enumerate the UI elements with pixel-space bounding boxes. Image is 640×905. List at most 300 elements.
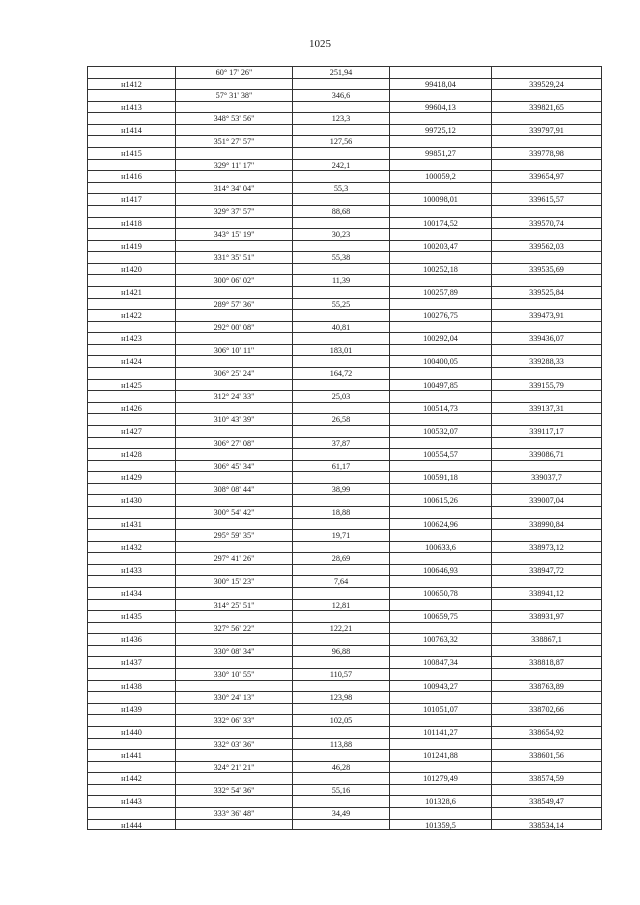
direction-angle-cell bbox=[175, 147, 292, 159]
table-row bbox=[87, 112, 602, 124]
distance-cell bbox=[292, 819, 389, 831]
x-coordinate-cell bbox=[389, 228, 491, 240]
distance-cell bbox=[292, 633, 389, 645]
x-coordinate-cell: 100532,07 bbox=[389, 425, 491, 437]
point-cell bbox=[87, 738, 175, 750]
distance-cell bbox=[292, 494, 389, 506]
point-cell: н1428 bbox=[87, 448, 175, 460]
x-coordinate-cell: 101328,6 bbox=[389, 795, 491, 807]
x-coordinate-cell: 100763,32 bbox=[389, 633, 491, 645]
x-coordinate-cell bbox=[389, 367, 491, 379]
direction-angle-cell bbox=[175, 101, 292, 113]
distance-cell bbox=[292, 518, 389, 530]
direction-angle-cell: 330° 10' 55" bbox=[175, 668, 292, 680]
direction-angle-cell bbox=[175, 78, 292, 90]
table-row bbox=[87, 228, 602, 240]
distance-cell bbox=[292, 355, 389, 367]
x-coordinate-cell bbox=[389, 483, 491, 495]
direction-angle-cell: 297° 41' 26" bbox=[175, 552, 292, 564]
y-coordinate-cell: 338867,1 bbox=[491, 633, 602, 645]
x-coordinate-cell bbox=[389, 390, 491, 402]
table-row bbox=[87, 286, 602, 298]
distance-cell bbox=[292, 217, 389, 229]
direction-angle-cell: 60° 17' 26" bbox=[175, 66, 292, 78]
y-coordinate-cell bbox=[491, 182, 602, 194]
direction-angle-cell bbox=[175, 124, 292, 136]
distance-cell: 102,05 bbox=[292, 714, 389, 726]
point-cell bbox=[87, 251, 175, 263]
x-coordinate-cell: 100659,75 bbox=[389, 610, 491, 622]
x-coordinate-cell bbox=[389, 738, 491, 750]
x-coordinate-cell: 100646,93 bbox=[389, 564, 491, 576]
direction-angle-cell bbox=[175, 795, 292, 807]
point-cell bbox=[87, 668, 175, 680]
x-coordinate-cell: 100098,01 bbox=[389, 193, 491, 205]
table-row bbox=[87, 193, 602, 205]
distance-cell: 30,23 bbox=[292, 228, 389, 240]
direction-angle-cell: 324° 21' 21" bbox=[175, 761, 292, 773]
direction-angle-cell bbox=[175, 633, 292, 645]
distance-cell: 251,94 bbox=[292, 66, 389, 78]
table-row bbox=[87, 367, 602, 379]
point-cell bbox=[87, 390, 175, 402]
direction-angle-cell: 292° 00' 08" bbox=[175, 321, 292, 333]
direction-angle-cell bbox=[175, 286, 292, 298]
table-row bbox=[87, 240, 602, 252]
point-cell bbox=[87, 66, 175, 78]
direction-angle-cell: 351° 27' 57" bbox=[175, 135, 292, 147]
x-coordinate-cell: 101359,5 bbox=[389, 819, 491, 831]
x-coordinate-cell: 101241,88 bbox=[389, 749, 491, 761]
table-row bbox=[87, 784, 602, 796]
point-cell: н1412 bbox=[87, 78, 175, 90]
point-cell bbox=[87, 367, 175, 379]
table-row bbox=[87, 575, 602, 587]
point-cell: н1439 bbox=[87, 703, 175, 715]
y-coordinate-cell bbox=[491, 622, 602, 634]
direction-angle-cell bbox=[175, 448, 292, 460]
x-coordinate-cell bbox=[389, 112, 491, 124]
distance-cell bbox=[292, 680, 389, 692]
distance-cell: 122,21 bbox=[292, 622, 389, 634]
direction-angle-cell: 348° 53' 56" bbox=[175, 112, 292, 124]
table-row bbox=[87, 772, 602, 784]
direction-angle-cell bbox=[175, 610, 292, 622]
distance-cell: 55,38 bbox=[292, 251, 389, 263]
point-cell: н1440 bbox=[87, 726, 175, 738]
direction-angle-cell: 329° 37' 57" bbox=[175, 205, 292, 217]
direction-angle-cell: 329° 11' 17" bbox=[175, 159, 292, 171]
distance-cell bbox=[292, 78, 389, 90]
point-cell bbox=[87, 599, 175, 611]
direction-angle-cell: 306° 10' 11" bbox=[175, 344, 292, 356]
point-cell: н1424 bbox=[87, 355, 175, 367]
x-coordinate-cell bbox=[389, 159, 491, 171]
point-cell bbox=[87, 460, 175, 472]
direction-angle-cell bbox=[175, 494, 292, 506]
x-coordinate-cell: 100554,57 bbox=[389, 448, 491, 460]
direction-angle-cell: 300° 15' 23" bbox=[175, 575, 292, 587]
y-coordinate-cell bbox=[491, 298, 602, 310]
x-coordinate-cell bbox=[389, 205, 491, 217]
point-cell bbox=[87, 807, 175, 819]
point-cell: н1414 bbox=[87, 124, 175, 136]
x-coordinate-cell bbox=[389, 784, 491, 796]
x-coordinate-cell bbox=[389, 622, 491, 634]
x-coordinate-cell: 100633,6 bbox=[389, 541, 491, 553]
point-cell: н1442 bbox=[87, 772, 175, 784]
y-coordinate-cell: 338702,66 bbox=[491, 703, 602, 715]
table-row bbox=[87, 668, 602, 680]
table-row bbox=[87, 124, 602, 136]
point-cell: н1422 bbox=[87, 309, 175, 321]
table-row bbox=[87, 355, 602, 367]
distance-cell bbox=[292, 610, 389, 622]
point-cell: н1431 bbox=[87, 518, 175, 530]
point-cell: н1413 bbox=[87, 101, 175, 113]
y-coordinate-cell: 339570,74 bbox=[491, 217, 602, 229]
point-cell bbox=[87, 645, 175, 657]
direction-angle-cell bbox=[175, 309, 292, 321]
y-coordinate-cell bbox=[491, 66, 602, 78]
y-coordinate-cell: 338654,92 bbox=[491, 726, 602, 738]
distance-cell: 26,58 bbox=[292, 413, 389, 425]
y-coordinate-cell bbox=[491, 668, 602, 680]
x-coordinate-cell: 100943,27 bbox=[389, 680, 491, 692]
y-coordinate-cell: 338549,47 bbox=[491, 795, 602, 807]
direction-angle-cell bbox=[175, 703, 292, 715]
point-cell bbox=[87, 622, 175, 634]
point-cell: н1444 bbox=[87, 819, 175, 831]
direction-angle-cell bbox=[175, 819, 292, 831]
point-cell: н1418 bbox=[87, 217, 175, 229]
x-coordinate-cell: 100624,96 bbox=[389, 518, 491, 530]
direction-angle-cell bbox=[175, 379, 292, 391]
y-coordinate-cell bbox=[491, 344, 602, 356]
direction-angle-cell bbox=[175, 263, 292, 275]
y-coordinate-cell bbox=[491, 112, 602, 124]
y-coordinate-cell bbox=[491, 135, 602, 147]
y-coordinate-cell: 339086,71 bbox=[491, 448, 602, 460]
direction-angle-cell: 300° 06' 02" bbox=[175, 274, 292, 286]
distance-cell: 55,3 bbox=[292, 182, 389, 194]
direction-angle-cell bbox=[175, 726, 292, 738]
point-cell: н1419 bbox=[87, 240, 175, 252]
distance-cell: 123,98 bbox=[292, 691, 389, 703]
x-coordinate-cell bbox=[389, 437, 491, 449]
point-cell: н1417 bbox=[87, 193, 175, 205]
x-coordinate-cell: 100650,78 bbox=[389, 587, 491, 599]
distance-cell: 40,81 bbox=[292, 321, 389, 333]
y-coordinate-cell bbox=[491, 738, 602, 750]
x-coordinate-cell bbox=[389, 89, 491, 101]
point-cell bbox=[87, 784, 175, 796]
y-coordinate-cell: 339525,84 bbox=[491, 286, 602, 298]
distance-cell: 18,88 bbox=[292, 506, 389, 518]
point-cell bbox=[87, 228, 175, 240]
direction-angle-cell bbox=[175, 541, 292, 553]
y-coordinate-cell: 339155,79 bbox=[491, 379, 602, 391]
x-coordinate-cell: 99604,13 bbox=[389, 101, 491, 113]
point-cell bbox=[87, 761, 175, 773]
direction-angle-cell bbox=[175, 217, 292, 229]
point-cell: н1433 bbox=[87, 564, 175, 576]
distance-cell bbox=[292, 240, 389, 252]
survey-coordinates-table bbox=[87, 66, 602, 830]
y-coordinate-cell: 339797,91 bbox=[491, 124, 602, 136]
point-cell: н1435 bbox=[87, 610, 175, 622]
table-row bbox=[87, 379, 602, 391]
y-coordinate-cell bbox=[491, 807, 602, 819]
x-coordinate-cell bbox=[389, 66, 491, 78]
distance-cell: 12,81 bbox=[292, 599, 389, 611]
y-coordinate-cell: 338818,87 bbox=[491, 656, 602, 668]
direction-angle-cell bbox=[175, 193, 292, 205]
y-coordinate-cell: 339117,17 bbox=[491, 425, 602, 437]
distance-cell bbox=[292, 379, 389, 391]
x-coordinate-cell: 101051,07 bbox=[389, 703, 491, 715]
table-row bbox=[87, 217, 602, 229]
point-cell bbox=[87, 344, 175, 356]
table-row bbox=[87, 795, 602, 807]
distance-cell bbox=[292, 402, 389, 414]
point-cell: н1430 bbox=[87, 494, 175, 506]
point-cell bbox=[87, 298, 175, 310]
x-coordinate-cell bbox=[389, 344, 491, 356]
table-row bbox=[87, 425, 602, 437]
point-cell: н1429 bbox=[87, 471, 175, 483]
table-row bbox=[87, 610, 602, 622]
distance-cell bbox=[292, 124, 389, 136]
x-coordinate-cell bbox=[389, 668, 491, 680]
point-cell bbox=[87, 182, 175, 194]
distance-cell bbox=[292, 170, 389, 182]
direction-angle-cell: 327° 56' 22" bbox=[175, 622, 292, 634]
y-coordinate-cell bbox=[491, 599, 602, 611]
y-coordinate-cell bbox=[491, 460, 602, 472]
distance-cell: 123,3 bbox=[292, 112, 389, 124]
distance-cell: 19,71 bbox=[292, 529, 389, 541]
distance-cell bbox=[292, 541, 389, 553]
point-cell: н1443 bbox=[87, 795, 175, 807]
table-row bbox=[87, 552, 602, 564]
table-row bbox=[87, 205, 602, 217]
y-coordinate-cell: 338990,84 bbox=[491, 518, 602, 530]
point-cell: н1438 bbox=[87, 680, 175, 692]
distance-cell: 55,16 bbox=[292, 784, 389, 796]
point-cell bbox=[87, 413, 175, 425]
point-cell: н1426 bbox=[87, 402, 175, 414]
table-row bbox=[87, 437, 602, 449]
y-coordinate-cell: 339137,31 bbox=[491, 402, 602, 414]
x-coordinate-cell bbox=[389, 298, 491, 310]
x-coordinate-cell: 101141,27 bbox=[389, 726, 491, 738]
point-cell bbox=[87, 506, 175, 518]
table-row bbox=[87, 448, 602, 460]
direction-angle-cell: 314° 34' 04" bbox=[175, 182, 292, 194]
distance-cell: 96,88 bbox=[292, 645, 389, 657]
x-coordinate-cell: 99725,12 bbox=[389, 124, 491, 136]
point-cell: н1423 bbox=[87, 332, 175, 344]
table-row bbox=[87, 274, 602, 286]
distance-cell: 164,72 bbox=[292, 367, 389, 379]
x-coordinate-cell: 101279,49 bbox=[389, 772, 491, 784]
y-coordinate-cell bbox=[491, 205, 602, 217]
y-coordinate-cell bbox=[491, 529, 602, 541]
table-row bbox=[87, 101, 602, 113]
distance-cell: 25,03 bbox=[292, 390, 389, 402]
point-cell: н1432 bbox=[87, 541, 175, 553]
y-coordinate-cell bbox=[491, 483, 602, 495]
direction-angle-cell bbox=[175, 680, 292, 692]
x-coordinate-cell bbox=[389, 807, 491, 819]
direction-angle-cell bbox=[175, 587, 292, 599]
distance-cell: 46,28 bbox=[292, 761, 389, 773]
y-coordinate-cell: 338601,56 bbox=[491, 749, 602, 761]
point-cell bbox=[87, 205, 175, 217]
direction-angle-cell bbox=[175, 240, 292, 252]
point-cell: н1415 bbox=[87, 147, 175, 159]
direction-angle-cell: 306° 45' 34" bbox=[175, 460, 292, 472]
x-coordinate-cell bbox=[389, 575, 491, 587]
point-cell bbox=[87, 437, 175, 449]
distance-cell bbox=[292, 332, 389, 344]
y-coordinate-cell: 339007,04 bbox=[491, 494, 602, 506]
table-row bbox=[87, 726, 602, 738]
y-coordinate-cell bbox=[491, 413, 602, 425]
point-cell: н1434 bbox=[87, 587, 175, 599]
distance-cell: 346,6 bbox=[292, 89, 389, 101]
y-coordinate-cell: 339654,97 bbox=[491, 170, 602, 182]
table-row bbox=[87, 529, 602, 541]
table-row bbox=[87, 645, 602, 657]
y-coordinate-cell: 339037,7 bbox=[491, 471, 602, 483]
point-cell bbox=[87, 483, 175, 495]
table-row bbox=[87, 413, 602, 425]
distance-cell bbox=[292, 726, 389, 738]
x-coordinate-cell bbox=[389, 691, 491, 703]
y-coordinate-cell bbox=[491, 575, 602, 587]
x-coordinate-cell bbox=[389, 274, 491, 286]
direction-angle-cell: 295° 59' 35" bbox=[175, 529, 292, 541]
table-row bbox=[87, 182, 602, 194]
x-coordinate-cell bbox=[389, 506, 491, 518]
point-cell bbox=[87, 159, 175, 171]
table-row bbox=[87, 460, 602, 472]
table-row bbox=[87, 321, 602, 333]
x-coordinate-cell: 100203,47 bbox=[389, 240, 491, 252]
table-row bbox=[87, 66, 602, 78]
x-coordinate-cell: 100591,18 bbox=[389, 471, 491, 483]
x-coordinate-cell bbox=[389, 552, 491, 564]
x-coordinate-cell: 100400,05 bbox=[389, 355, 491, 367]
distance-cell bbox=[292, 564, 389, 576]
table-row bbox=[87, 309, 602, 321]
y-coordinate-cell: 339529,24 bbox=[491, 78, 602, 90]
point-cell bbox=[87, 714, 175, 726]
point-cell: н1421 bbox=[87, 286, 175, 298]
table-row bbox=[87, 471, 602, 483]
point-cell bbox=[87, 575, 175, 587]
distance-cell bbox=[292, 309, 389, 321]
x-coordinate-cell: 100292,04 bbox=[389, 332, 491, 344]
y-coordinate-cell: 339535,69 bbox=[491, 263, 602, 275]
y-coordinate-cell bbox=[491, 228, 602, 240]
direction-angle-cell: 312° 24' 33" bbox=[175, 390, 292, 402]
distance-cell bbox=[292, 587, 389, 599]
distance-cell bbox=[292, 749, 389, 761]
x-coordinate-cell: 100497,85 bbox=[389, 379, 491, 391]
distance-cell bbox=[292, 772, 389, 784]
table-row bbox=[87, 135, 602, 147]
table-row bbox=[87, 147, 602, 159]
direction-angle-cell: 331° 35' 51" bbox=[175, 251, 292, 263]
y-coordinate-cell: 338534,14 bbox=[491, 819, 602, 831]
direction-angle-cell bbox=[175, 355, 292, 367]
x-coordinate-cell: 99418,04 bbox=[389, 78, 491, 90]
table-row bbox=[87, 656, 602, 668]
y-coordinate-cell: 338941,12 bbox=[491, 587, 602, 599]
y-coordinate-cell: 339288,33 bbox=[491, 355, 602, 367]
direction-angle-cell bbox=[175, 402, 292, 414]
direction-angle-cell bbox=[175, 332, 292, 344]
distance-cell: 55,25 bbox=[292, 298, 389, 310]
table-row bbox=[87, 298, 602, 310]
table-row bbox=[87, 402, 602, 414]
x-coordinate-cell bbox=[389, 761, 491, 773]
x-coordinate-cell bbox=[389, 413, 491, 425]
distance-cell: 183,01 bbox=[292, 344, 389, 356]
x-coordinate-cell: 100252,18 bbox=[389, 263, 491, 275]
table-row bbox=[87, 703, 602, 715]
table-row bbox=[87, 390, 602, 402]
y-coordinate-cell bbox=[491, 159, 602, 171]
direction-angle-cell: 330° 24' 13" bbox=[175, 691, 292, 703]
direction-angle-cell: 308° 08' 44" bbox=[175, 483, 292, 495]
direction-angle-cell: 306° 25' 24" bbox=[175, 367, 292, 379]
x-coordinate-cell: 100615,26 bbox=[389, 494, 491, 506]
distance-cell: 110,57 bbox=[292, 668, 389, 680]
direction-angle-cell: 343° 15' 19" bbox=[175, 228, 292, 240]
x-coordinate-cell: 100174,52 bbox=[389, 217, 491, 229]
y-coordinate-cell: 338763,89 bbox=[491, 680, 602, 692]
table-row bbox=[87, 159, 602, 171]
point-cell bbox=[87, 274, 175, 286]
point-cell bbox=[87, 691, 175, 703]
y-coordinate-cell bbox=[491, 367, 602, 379]
x-coordinate-cell: 100847,34 bbox=[389, 656, 491, 668]
distance-cell: 88,68 bbox=[292, 205, 389, 217]
y-coordinate-cell: 339473,91 bbox=[491, 309, 602, 321]
table-row bbox=[87, 761, 602, 773]
table-row bbox=[87, 714, 602, 726]
distance-cell bbox=[292, 703, 389, 715]
distance-cell bbox=[292, 656, 389, 668]
direction-angle-cell: 330° 08' 34" bbox=[175, 645, 292, 657]
table-row bbox=[87, 738, 602, 750]
y-coordinate-cell bbox=[491, 691, 602, 703]
distance-cell: 127,56 bbox=[292, 135, 389, 147]
x-coordinate-cell bbox=[389, 714, 491, 726]
point-cell bbox=[87, 89, 175, 101]
y-coordinate-cell bbox=[491, 552, 602, 564]
direction-angle-cell: 306° 27' 08" bbox=[175, 437, 292, 449]
y-coordinate-cell bbox=[491, 506, 602, 518]
table-row bbox=[87, 680, 602, 692]
direction-angle-cell: 57° 31' 38" bbox=[175, 89, 292, 101]
table-row bbox=[87, 749, 602, 761]
distance-cell bbox=[292, 448, 389, 460]
